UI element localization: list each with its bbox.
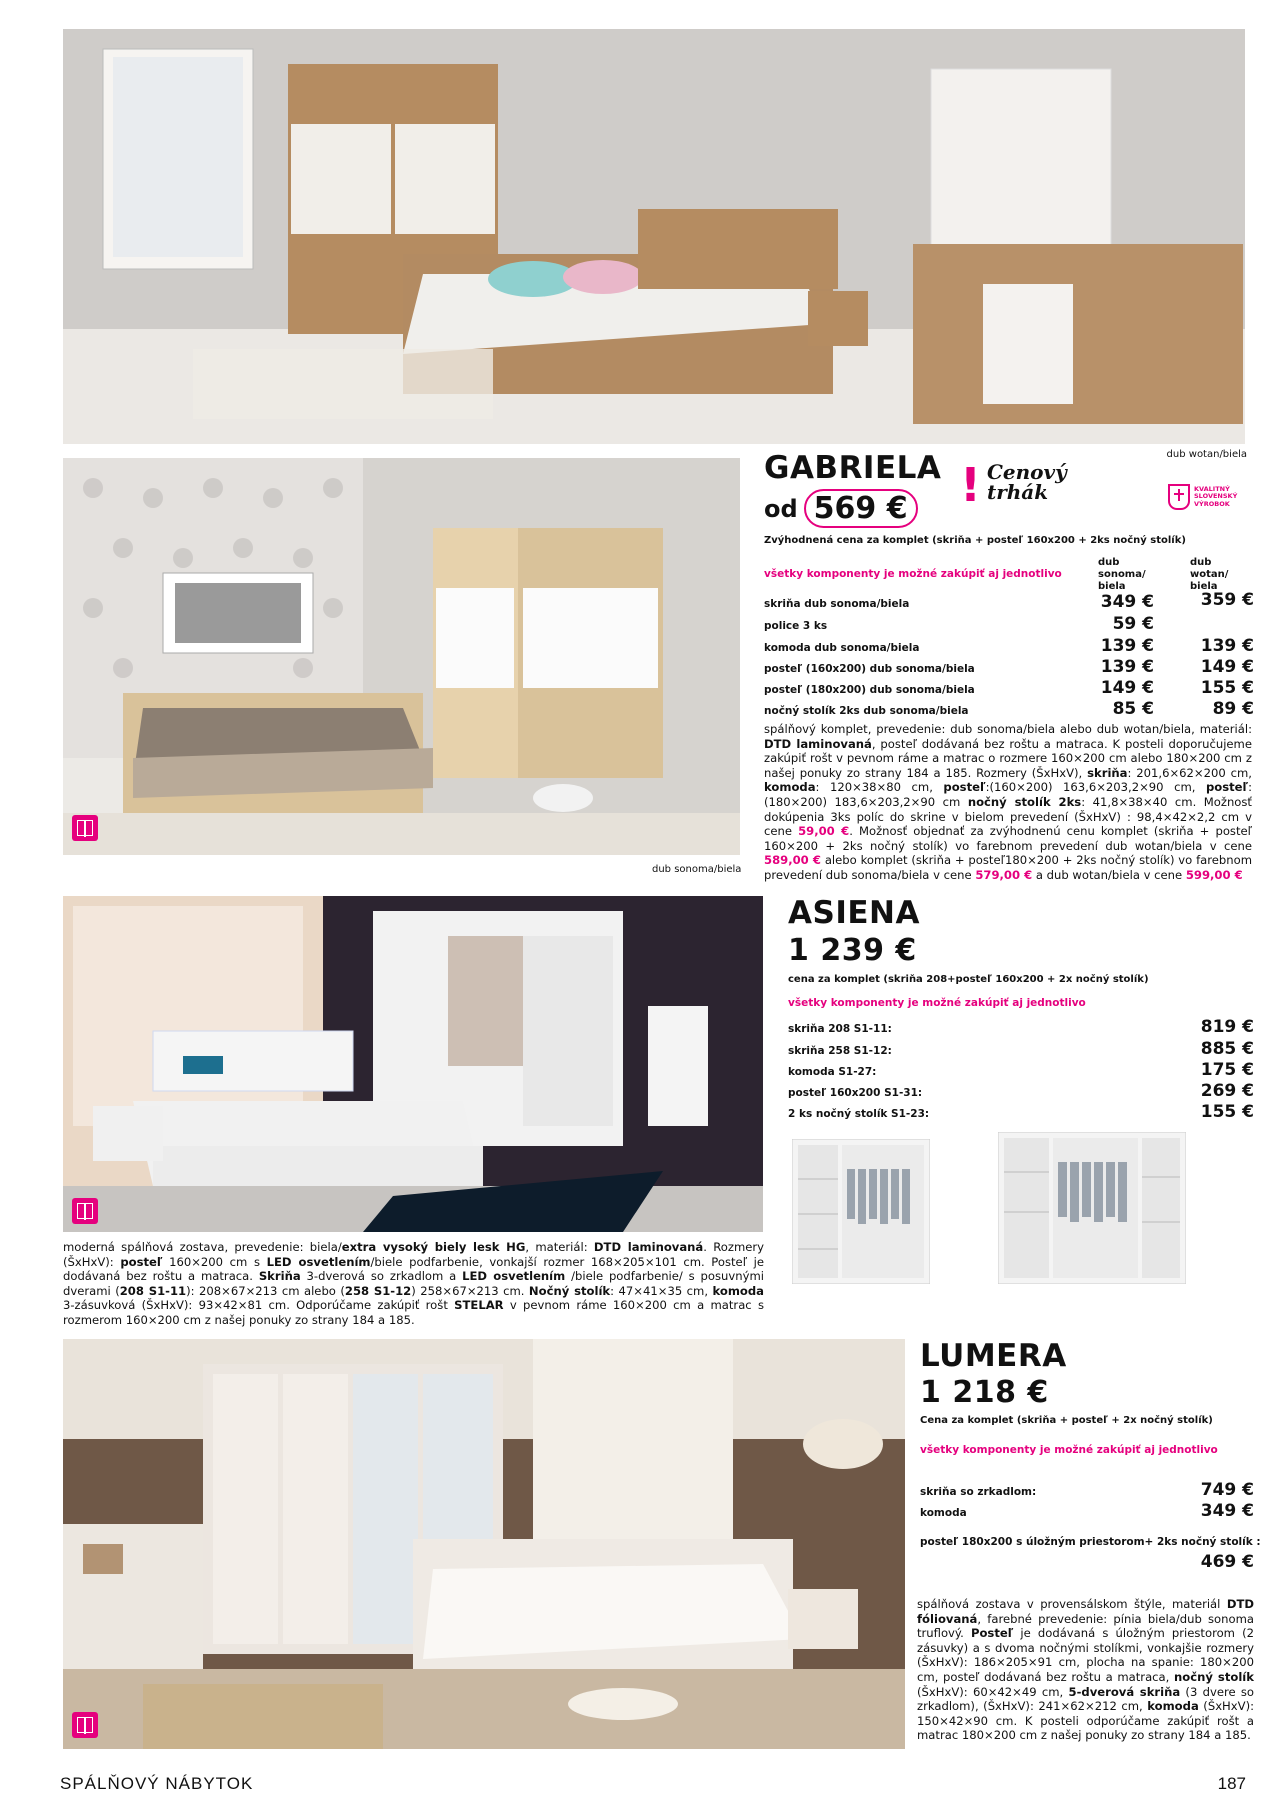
item-price-wotan: 359 € [1200, 590, 1254, 610]
badge-line3: VÝROBOK [1194, 499, 1230, 508]
lumera-photo [63, 1339, 905, 1749]
gabriela-title: GABRIELA [764, 450, 942, 486]
asiena-price: 1 239 € [788, 933, 917, 968]
wardrobe-icon [72, 1198, 98, 1224]
item-name: police 3 ks [764, 620, 828, 632]
sticker-line1: Cenový [986, 460, 1067, 484]
item-name: komoda [920, 1507, 967, 1519]
lumera-price: 1 218 € [920, 1375, 1049, 1410]
page-number: 187 [1217, 1774, 1246, 1793]
table-row [788, 1100, 1254, 1122]
gabriela-price-prefix: od [764, 494, 798, 523]
item-name: komoda S1-27: [788, 1066, 877, 1078]
table-row [764, 612, 1254, 634]
item-price-wotan: 139 € [1200, 636, 1254, 656]
table-row [764, 590, 1254, 612]
lumera-title: LUMERA [920, 1338, 1067, 1374]
wardrobe-icon [72, 815, 98, 841]
item-price: 749 € [1200, 1480, 1254, 1500]
gabriela-price-block [764, 489, 918, 528]
gabriela-col2-header: dub wotan/ biela [1190, 557, 1229, 592]
item-name: skriňa so zrkadlom: [920, 1486, 1037, 1498]
item-name: skriňa 208 S1-11: [788, 1023, 892, 1035]
table-row [920, 1478, 1254, 1500]
price-sticker [960, 458, 1067, 512]
gabriela-photo [63, 458, 740, 855]
asiena-subtitle: cena za komplet (skriňa 208+posteľ 160x200 + 2x nočný stolík) [788, 974, 1149, 985]
asiena-title: ASIENA [788, 895, 920, 931]
lumera-bed-item: posteľ 180x200 s úložným priestorom+ 2ks nočný stolík : [920, 1536, 1261, 1548]
asiena-photo [63, 896, 763, 1232]
quality-badge [1168, 484, 1237, 510]
item-price-sonoma: 149 € [1100, 678, 1154, 698]
item-price-sonoma: 85 € [1112, 699, 1154, 719]
gabriela-components-note: všetky komponenty je možné zakúpiť aj jednotlivo [764, 568, 1062, 580]
table-row [764, 634, 1254, 656]
item-price-wotan: 89 € [1212, 699, 1254, 719]
item-name: komoda dub sonoma/biela [764, 642, 920, 654]
lumera-bed-price: 469 € [1200, 1552, 1254, 1572]
lumera-description: spálňová zostava v provensálskom štýle, materiál DTD fóliovaná, farebné prevedenie: pínia biela/dub sonoma truflový. Posteľ je dodávaná s úložným priestorom (2 zásuvky) a s dvoma nočnými stolíkmi, vonkajšie rozmery (ŠxHxV): 186×205×91 cm, plocha na spanie: 180×200 cm, posteľ dodávaná bez roštu a matraca, nočný stolík (ŠxHxV): 60×42×49 cm, 5-dverová skriňa (3 dvere so zrkadlom), (ŠxHxV): 241×62×212 cm, komoda (ŠxHxV): 150×42×90 cm. K posteli odporúčame zakúpiť rošt a matrac 180×200 cm z našej ponuky zo strany 184 a 185. [917, 1597, 1254, 1743]
badge-line1: KVALITNÝ [1194, 484, 1230, 493]
item-name: posteľ (160x200) dub sonoma/biela [764, 663, 975, 675]
gabriela-hero-photo [63, 29, 1245, 444]
table-row [764, 655, 1254, 677]
lumera-subtitle: Cena za komplet (skriňa + posteľ + 2x nočný stolík) [920, 1415, 1213, 1426]
wardrobe-interior-photo [792, 1139, 930, 1284]
item-price-sonoma: 59 € [1112, 614, 1154, 634]
table-row [788, 1058, 1254, 1080]
item-price-sonoma: 349 € [1100, 592, 1154, 612]
item-name: skriňa 258 S1-12: [788, 1045, 892, 1057]
sticker-line2: trhák [986, 480, 1049, 504]
gabriela-col1-header: dub sonoma/ biela [1098, 557, 1146, 592]
asiena-components-note: všetky komponenty je možné zakúpiť aj jednotlivo [788, 997, 1086, 1009]
table-row [764, 676, 1254, 698]
item-price-sonoma: 139 € [1100, 636, 1154, 656]
item-price: 155 € [1200, 1102, 1254, 1122]
item-name: posteľ (180x200) dub sonoma/biela [764, 684, 975, 696]
gabriela-price: 569 € [804, 489, 918, 528]
gabriela-photo-caption: dub sonoma/biela [652, 864, 742, 875]
table-row [788, 1015, 1254, 1037]
item-price: 885 € [1200, 1039, 1254, 1059]
item-price-wotan: 149 € [1200, 657, 1254, 677]
sticker-text [987, 462, 1067, 502]
gabriela-description: spálňový komplet, prevedenie: dub sonoma/biela alebo dub wotan/biela, materiál: DTD laminovaná, posteľ dodávaná bez roštu a matraca. K posteli doporučujeme zakúpiť rošt v pevnom ráme a matrac o rozmere 160×200 cm alebo 180×200 cm z našej ponuky zo strany 184 a 185. Rozmery (ŠxHxV), skriňa: 201,6×62×200 cm, komoda: 120×38×80 cm, posteľ:(160×200) 163,6×203,2×90 cm, posteľ: (180×200) 183,6×203,2×90 cm nočný stolík 2ks: 41,8×38×40 cm. Možnosť dokúpenia 3ks políc do skrine v bielom prevedení (ŠxHxV) : 98,4×42×2,2 cm v cene 59,00 €. Možnosť objednať za zvýhodnenú cenu komplet (skriňa + posteľ 160×200 + 2ks nočný stolík) vo farebnom prevedení dub wotan/biela v cene 589,00 € alebo komplet (skriňa + posteľ180×200 + 2ks nočný stolík) vo farebnom prevedení dub sonoma/biela v cene 579,00 € a dub wotan/biela v cene 599,00 € [764, 722, 1253, 882]
slovak-shield-icon [1168, 484, 1190, 510]
table-row [788, 1079, 1254, 1101]
item-price: 175 € [1200, 1060, 1254, 1080]
item-name: posteľ 160x200 S1-31: [788, 1087, 923, 1099]
footer-section-title: SPÁLŇOVÝ NÁBYTOK [60, 1774, 254, 1793]
wardrobe-interior-photo [998, 1132, 1186, 1284]
table-row [788, 1037, 1254, 1059]
item-name: 2 ks nočný stolík S1-23: [788, 1108, 930, 1120]
exclamation-icon: ! [960, 458, 981, 512]
item-price-wotan: 155 € [1200, 678, 1254, 698]
table-row [764, 697, 1254, 719]
item-name: skriňa dub sonoma/biela [764, 598, 910, 610]
item-name: nočný stolík 2ks dub sonoma/biela [764, 705, 969, 717]
table-row [920, 1499, 1254, 1521]
item-price: 819 € [1200, 1017, 1254, 1037]
badge-line2: SLOVENSKÝ [1194, 492, 1238, 501]
wardrobe-icon [72, 1712, 98, 1738]
item-price: 269 € [1200, 1081, 1254, 1101]
item-price: 349 € [1200, 1501, 1254, 1521]
gabriela-hero-caption: dub wotan/biela [1166, 449, 1247, 460]
item-price-sonoma: 139 € [1100, 657, 1154, 677]
gabriela-subtitle: Zvýhodnená cena za komplet (skriňa + posteľ 160x200 + 2ks nočný stolík) [764, 535, 1186, 546]
lumera-components-note: všetky komponenty je možné zakúpiť aj jednotlivo [920, 1444, 1218, 1456]
asiena-description: moderná spálňová zostava, prevedenie: biela/extra vysoký biely lesk HG, materiál: DTD laminovaná. Rozmery (ŠxHxV): posteľ 160×200 cm s LED osvetlením/biele podfarbenie, vonkajší rozmer 168×205×101 cm. Posteľ je dodávaná bez roštu a matraca. Skriňa 3-dverová so zrkadlom a LED osvetlením /biele podfarbenie/ s posuvnými dverami (208 S1-11): 208×67×213 cm alebo (258 S1-12) 258×67×213 cm. Nočný stolík: 47×41×35 cm, komoda 3-zásuvková (ŠxHxV): 93×42×81 cm. Odporúčame zakúpiť rošt STELAR v pevnom ráme 160×200 cm a matrac s rozmerom 160×200 cm z našej ponuky zo strany 184 a 185. [63, 1240, 765, 1327]
